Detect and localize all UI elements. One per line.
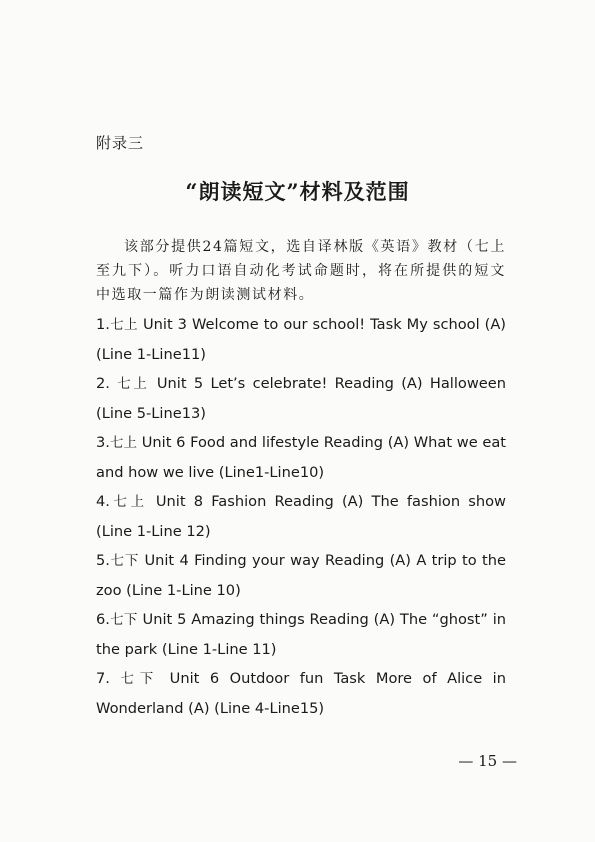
list-item (96, 310, 506, 369)
item-grade: 七下 (109, 553, 140, 569)
item-number: 3. (96, 434, 110, 451)
list-item (96, 664, 506, 723)
item-grade: 七下 (120, 671, 160, 687)
material-list (96, 310, 506, 723)
item-text: Unit 5 Let’s celebrate! Reading (A) Halloween (Line 5-Line13) (96, 375, 506, 422)
item-number: 6. (96, 611, 110, 628)
item-text: Unit 4 Finding your way Reading (A) A trip to the zoo (Line 1-Line 10) (96, 552, 507, 599)
item-grade: 七上 (109, 317, 138, 333)
item-number: 5. (96, 552, 110, 569)
list-item (96, 605, 506, 664)
item-text: Unit 6 Outdoor fun Task More of Alice in Wonderland (A) (Line 4-Line15) (96, 670, 506, 717)
item-text: Unit 8 Fashion Reading (A) The fashion show (Line 1-Line 12) (96, 493, 506, 540)
item-number: 2. (96, 375, 118, 392)
list-item (96, 369, 506, 428)
item-number: 4. (96, 493, 110, 510)
intro-paragraph: 该部分提供24篇短文，选自译林版《英语》教材（七上至九下）。听力口语自动化考试命题时，将在所提供的短文中选取一篇作为朗读测试材料。 (96, 239, 506, 303)
item-grade: 七上 (109, 435, 138, 451)
item-text: Unit 3 Welcome to our school! Task My school (A) (Line 1-Line11) (96, 316, 506, 363)
list-item (96, 428, 506, 487)
list-item (96, 546, 506, 605)
page-number: — 15 — (458, 752, 517, 770)
page-title: “朗读短文”材料及范围 (185, 179, 410, 204)
list-item (96, 487, 506, 546)
item-text: Unit 5 Amazing things Reading (A) The “ghost” in the park (Line 1-Line 11) (96, 611, 506, 658)
appendix-label: 附录三 (96, 134, 145, 152)
item-number: 1. (96, 316, 110, 333)
item-grade: 七上 (109, 494, 148, 510)
item-text: Unit 6 Food and lifestyle Reading (A) What we eat and how we live (Line1-Line10) (96, 434, 506, 481)
item-grade: 七下 (109, 612, 138, 628)
item-number: 7. (96, 670, 121, 687)
item-grade: 七上 (117, 376, 150, 392)
